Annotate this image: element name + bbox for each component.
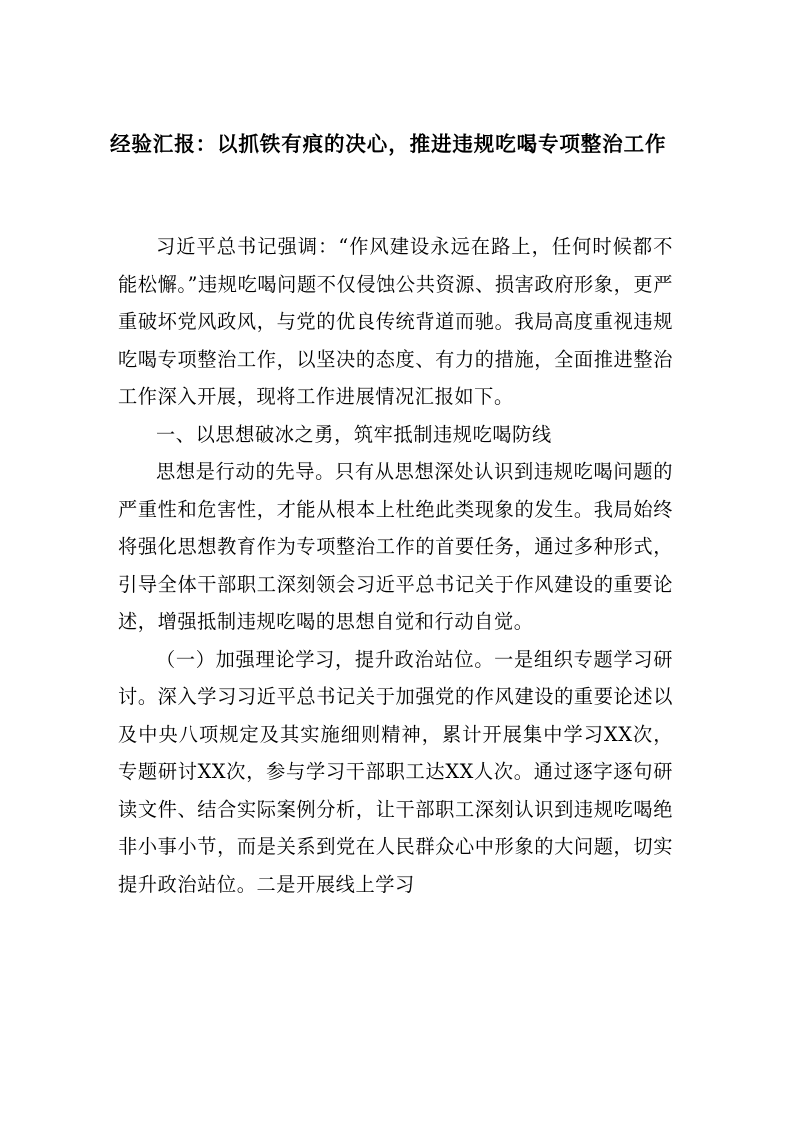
intro-paragraph: 习近平总书记强调：“作风建设永远在路上，任何时候都不能松懈。”违规吃喝问题不仅侵蚀公共资源、损害政府形象，更严重破坏党风政风，与党的优良传统背道而驰。我局高度重视违规吃喝专项整治工作，以坚决的态度、有力的措施，全面推进整治工作深入开展，现将工作进展情况汇报如下。: [118, 235, 673, 408]
document-body: [118, 228, 673, 903]
section-heading-1: 一、以思想破冰之勇，筑牢抵制违规吃喝防线: [156, 422, 552, 446]
subsection-1-paragraph: （一）加强理论学习，提升政治站位。一是组织专题学习研讨。深入学习习近平总书记关于加强党的作风建设的重要论述以及中央八项规定及其实施细则精神，累计开展集中学习XX次，专题研讨XX次，参与学习干部职工达XX人次。通过逐字逐句研读文件、结合实际案例分析，让干部职工深刻认识到违规吃喝绝非小事小节，而是关系到党在人民群众心中形象的大问题，切实提升政治站位。二是开展线上学习: [118, 647, 673, 896]
section-1-paragraph: 思想是行动的先导。只有从思想深处认识到违规吃喝问题的严重性和危害性，才能从根本上杜绝此类现象的发生。我局始终将强化思想教育作为专项整治工作的首要任务，通过多种形式，引导全体干部职工深刻领会习近平总书记关于作风建设的重要论述，增强抵制违规吃喝的思想自觉和行动自觉。: [118, 460, 673, 633]
document-title: 经验汇报：以抓铁有痕的决心，推进违规吃喝专项整治工作: [110, 132, 667, 156]
